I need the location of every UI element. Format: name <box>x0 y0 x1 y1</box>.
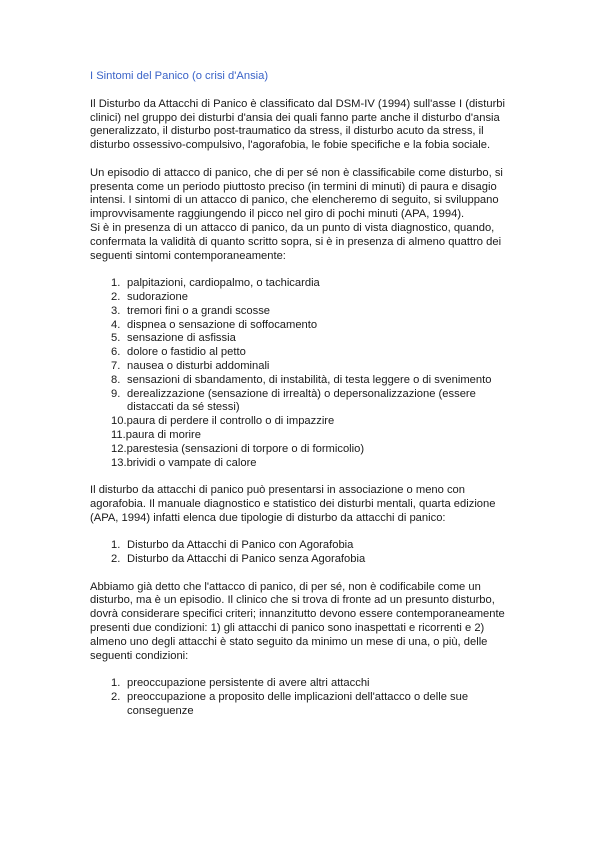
list-item-number: 9. <box>111 387 121 400</box>
list-item-text: preoccupazione persistente di avere altri attacchi <box>127 677 370 690</box>
list-item <box>90 374 520 388</box>
paragraph-agoraphobia: Il disturbo da attacchi di panico può presentarsi in associazione o meno con agorafobia. Il manuale diagnostico e statistico dei disturbi mentali, quarta edizione (APA, 1994) infatti elenca due tipologie di disturbo da attacchi di panico: <box>90 484 496 524</box>
list-item-number: 2. <box>111 553 121 566</box>
list-item-text: parestesia (sensazioni di torpore o di formicolio) <box>126 442 365 455</box>
list-item-text: sensazioni di sbandamento, di instabilità, di testa leggere o di svenimento <box>127 373 492 386</box>
list-item-number: 3. <box>111 304 121 317</box>
paragraph-diagnostic-criteria: Si è in presenza di un attacco di panico, da un punto di vista diagnostico, quando, confermata la validità di quanto scritto sopra, si è in presenza di almeno quattro dei seguenti sintomi contemporaneamente: <box>90 221 502 262</box>
list-item-number: 12. <box>111 442 127 455</box>
list-item <box>90 332 520 346</box>
list-item-number: 1. <box>111 277 121 290</box>
list-item-text: palpitazioni, cardiopalmo, o tachicardia <box>127 277 320 290</box>
list-item <box>90 277 520 291</box>
list-item <box>90 291 520 305</box>
list-item-text: derealizzazione (sensazione di irrealtà) o depersonalizzazione (essere distaccati da sé stessi) <box>127 387 476 414</box>
list-item-number: 6. <box>111 346 121 359</box>
list-item-number: 1. <box>111 677 121 690</box>
paragraph-dsm-classification: Il Disturbo da Attacchi di Panico è classificato dal DSM-IV (1994) sull'asse I (disturbi clinici) nel gruppo dei disturbi d'ansia dei quali fanno parte anche il disturbo d'ansia generalizzato, il disturbo post-traumatico da stress, il disturbo acuto da stress, il disturbo ossessivo-compulsivo, l'agorafobia, le fobie specifiche e la fobia sociale. <box>90 97 506 152</box>
list-item-number: 1. <box>111 539 121 552</box>
list-item <box>90 415 520 429</box>
list-item-number: 2. <box>111 290 121 303</box>
list-item <box>90 553 520 567</box>
list-item-number: 8. <box>111 373 121 386</box>
list-item-number: 13. <box>111 456 127 469</box>
list-item-text: nausea o disturbi addominali <box>127 359 270 372</box>
list-item-text: brividi o vampate di calore <box>126 456 257 469</box>
list-item <box>90 691 520 719</box>
list-item <box>90 388 520 416</box>
paragraph-clinical-criteria: Abbiamo già detto che l'attacco di panico, di per sé, non è codificabile come un disturbo, ma è un episodio. Il clinico che si trova di fronte ad un presunto disturbo, dovrà considerare specifici criteri; innanzitutto devono essere contemporaneamente presenti due condizioni: 1) gli attacchi di panico sono inaspettati e ricorrenti e 2) almeno uno degli attacchi è stato seguito da minimo un mese di una, o più, delle seguenti condizioni: <box>90 580 505 662</box>
conditions-list <box>90 677 520 718</box>
document-title: I Sintomi del Panico (o crisi d'Ansia) <box>90 70 269 82</box>
list-item-text: tremori fini o a grandi scosse <box>127 304 271 317</box>
list-item <box>90 443 520 457</box>
list-item-text: dolore o fastidio al petto <box>127 346 246 359</box>
list-item-number: 7. <box>111 359 121 372</box>
list-item-text: sudorazione <box>127 290 188 303</box>
list-item-text: preoccupazione a proposito delle implicazioni dell'attacco o delle sue conseguenze <box>127 691 469 717</box>
list-item-text: paura di perdere il controllo o di impazzire <box>126 415 335 428</box>
list-item <box>90 346 520 360</box>
list-item-number: 10. <box>111 415 127 428</box>
list-item-number: 5. <box>111 332 121 345</box>
list-item <box>90 539 520 553</box>
list-item-text: paura di morire <box>125 428 201 441</box>
list-item-text: dispnea o sensazione di soffocamento <box>127 318 318 331</box>
symptoms-list <box>90 277 520 470</box>
list-item-text: sensazione di asfissia <box>127 332 236 345</box>
list-item <box>90 305 520 319</box>
list-item-number: 4. <box>111 318 121 331</box>
list-item-text: Disturbo da Attacchi di Panico senza Agorafobia <box>127 553 366 566</box>
list-item-text: Disturbo da Attacchi di Panico con Agorafobia <box>127 539 354 552</box>
list-item <box>90 677 520 691</box>
list-item <box>90 360 520 374</box>
document-page <box>90 70 520 732</box>
list-item-number: 11. <box>111 428 126 441</box>
list-item <box>90 457 520 471</box>
list-item <box>90 429 520 443</box>
paragraph-panic-episode: Un episodio di attacco di panico, che di per sé non è classificabile come disturbo, si presenta come un periodo piuttosto preciso (in termini di minuti) di paura e disagio intensi. I sintomi di un attacco di panico, che elencheremo di seguito, si sviluppano improvvisamente raggiungendo il picco nel giro di pochi minuti (APA, 1994). <box>90 166 503 221</box>
list-item-number: 2. <box>111 691 121 704</box>
list-item <box>90 319 520 333</box>
disorder-types-list <box>90 539 520 567</box>
